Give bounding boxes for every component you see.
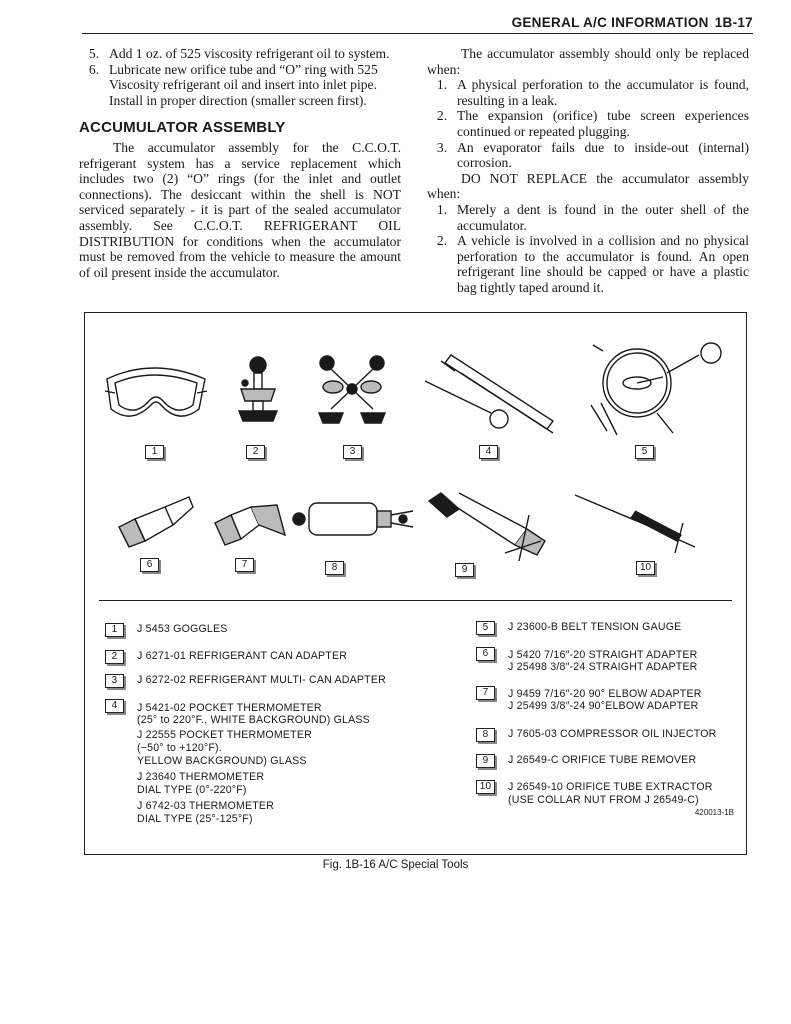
goggles-illustration bbox=[101, 359, 211, 429]
step-6: 6. Lubricate new orifice tube and “O” ring with 525 Viscosity refrigerant oil and insert into inlet pipe. Install in proper direction (smaller screen first). bbox=[88, 61, 378, 108]
left-column bbox=[79, 46, 401, 280]
tool-number-6: 6 bbox=[140, 558, 159, 572]
legend-extra-2: (−50° to +120°F). bbox=[137, 742, 222, 754]
tool-number-8: 8 bbox=[325, 561, 344, 575]
tool-number-10: 10 bbox=[636, 561, 655, 575]
cross-reference: C.C.O.T. REFRIGERANT OIL DISTRIBUTION bbox=[79, 217, 401, 249]
orifice-tube-extractor-illustration bbox=[571, 489, 707, 559]
tool-number-9: 9 bbox=[455, 563, 474, 577]
legend-extra-3: YELLOW BACKGROUND) GLASS bbox=[137, 755, 307, 767]
can-adapter-illustration bbox=[233, 355, 283, 427]
legend-item-7-line2: J 25499 3/8″-24 90°ELBOW ADAPTER bbox=[508, 700, 699, 712]
replace-item-2: 2. The expansion (orifice) tube screen experiences continued or repeated plugging. bbox=[436, 108, 749, 139]
replace-intro: The accumulator assembly should only be replaced when: bbox=[427, 46, 749, 77]
tool-number-7: 7 bbox=[235, 558, 254, 572]
legend-item-6-line2: J 25498 3/8″-24 STRAIGHT ADAPTER bbox=[508, 661, 698, 673]
special-tools-figure: 1 2 3 4 5 6 7 8 9 10 1 J 5453 GOGGLES 2 J 6271-01 REFRIGERANT CAN ADAPTER 3 J 6272-02 REFRIGERANT MULTI- CAN ADAPTER 4 J 5421-02 POCKET THERMOMETER (25° to 220°F., WHITE BACKGROUND) GLASS J 22555 POCKET THERMOMETER (−50° to +120°F). YELLOW BACKGROUND) GLASS J 23640 THERMOMETER DIAL TYPE (0°-220°F) J 6742-03 THERMOMETER DIAL TYPE (25°-125°F) 5 J 23600-B BELT TENSION GAUGE 6 J 5420 7/16″-20 STRAIGHT ADAPTER J 25498 3/8″-24 STRAIGHT ADAPTER 7 J 9459 7/16″-20 90° ELBOW ADAPTER J 25499 3/8″-24 90°ELBOW ADAPTER 8 J 7605-03 COMPRESSOR OIL INJECTOR 9 J 26549-C ORIFICE TUBE REMOVER 10 J 26549-10 ORIFICE TUBE EXTRACTOR (USE COLLAR NUT FROM J 26549-C) 420013-1B bbox=[84, 312, 747, 855]
multi-can-adapter-illustration bbox=[313, 353, 393, 429]
legend-extra-6: J 6742-03 THERMOMETER bbox=[137, 800, 275, 812]
tool-number-2: 2 bbox=[246, 445, 265, 459]
tool-number-3: 3 bbox=[343, 445, 362, 459]
section-heading: ACCUMULATOR ASSEMBLY bbox=[79, 119, 286, 137]
tool-number-1: 1 bbox=[145, 445, 164, 459]
orifice-tube-remover-illustration bbox=[425, 485, 555, 569]
legend-extra-5: DIAL TYPE (0°-220°F) bbox=[137, 784, 247, 796]
legend-extra-1: J 22555 POCKET THERMOMETER bbox=[137, 729, 312, 741]
straight-adapter-illustration bbox=[115, 493, 195, 547]
legend-extra-7: DIAL TYPE (25°-125°F) bbox=[137, 813, 253, 825]
step-5: 5. Add 1 oz. of 525 viscosity refrigerant oil to system. bbox=[88, 46, 390, 61]
legend-item-4-line2: (25° to 220°F., WHITE BACKGROUND) GLASS bbox=[137, 714, 370, 726]
header-rule bbox=[82, 33, 753, 34]
oil-injector-illustration bbox=[291, 497, 416, 541]
belt-tension-gauge-illustration bbox=[577, 343, 727, 443]
figure-caption: Fig. 1B-16 A/C Special Tools bbox=[322, 859, 469, 871]
header-title: GENERAL A/C INFORMATION bbox=[511, 15, 709, 30]
tool-number-4: 4 bbox=[479, 445, 498, 459]
thermometer-illustration bbox=[421, 351, 561, 441]
right-column bbox=[427, 46, 749, 296]
accumulator-paragraph: The accumulator assembly for the C.C.O.T. refrigerant system has a service replacement which includes two (2) “O” rings (for the inlet and outlet connections). The desiccant within the shell is NOT serviced separately - it is part of the sealed accumulator assembly. See C.C.O.T. REFRIGERANT OIL DISTRIBUTION for conditions when the accumulator must be removed from the vehicle to measure the amount of oil present inside the accumulator. bbox=[79, 139, 401, 280]
page-number: 1B-17 bbox=[714, 15, 753, 30]
legend-extra-4: J 23640 THERMOMETER bbox=[137, 771, 265, 783]
legend-item-10-line2: (USE COLLAR NUT FROM J 26549-C) bbox=[508, 794, 699, 806]
tool-number-5: 5 bbox=[635, 445, 654, 459]
do-not-replace-text: DO NOT REPLACE the accumulator assembly when: bbox=[427, 170, 749, 202]
elbow-adapter-illustration bbox=[211, 495, 291, 549]
replace-item-3: 3. An evaporator fails due to inside-out (internal) corrosion. bbox=[436, 139, 749, 171]
figure-code: 420013-1B bbox=[694, 808, 734, 817]
dont-item-2: 2. A vehicle is involved in a collision and no physical perforation to the accumulator is found. An open refrigerant line should be capped or have a plastic bag tightly taped around it. bbox=[436, 233, 749, 295]
replace-item-1: 1. A physical perforation to the accumulator is found, resulting in a leak. bbox=[436, 77, 749, 108]
dont-item-1: 1. Merely a dent is found in the outer shell of the accumulator. bbox=[436, 201, 749, 233]
figure-separator bbox=[99, 600, 732, 601]
page-header bbox=[512, 15, 753, 30]
